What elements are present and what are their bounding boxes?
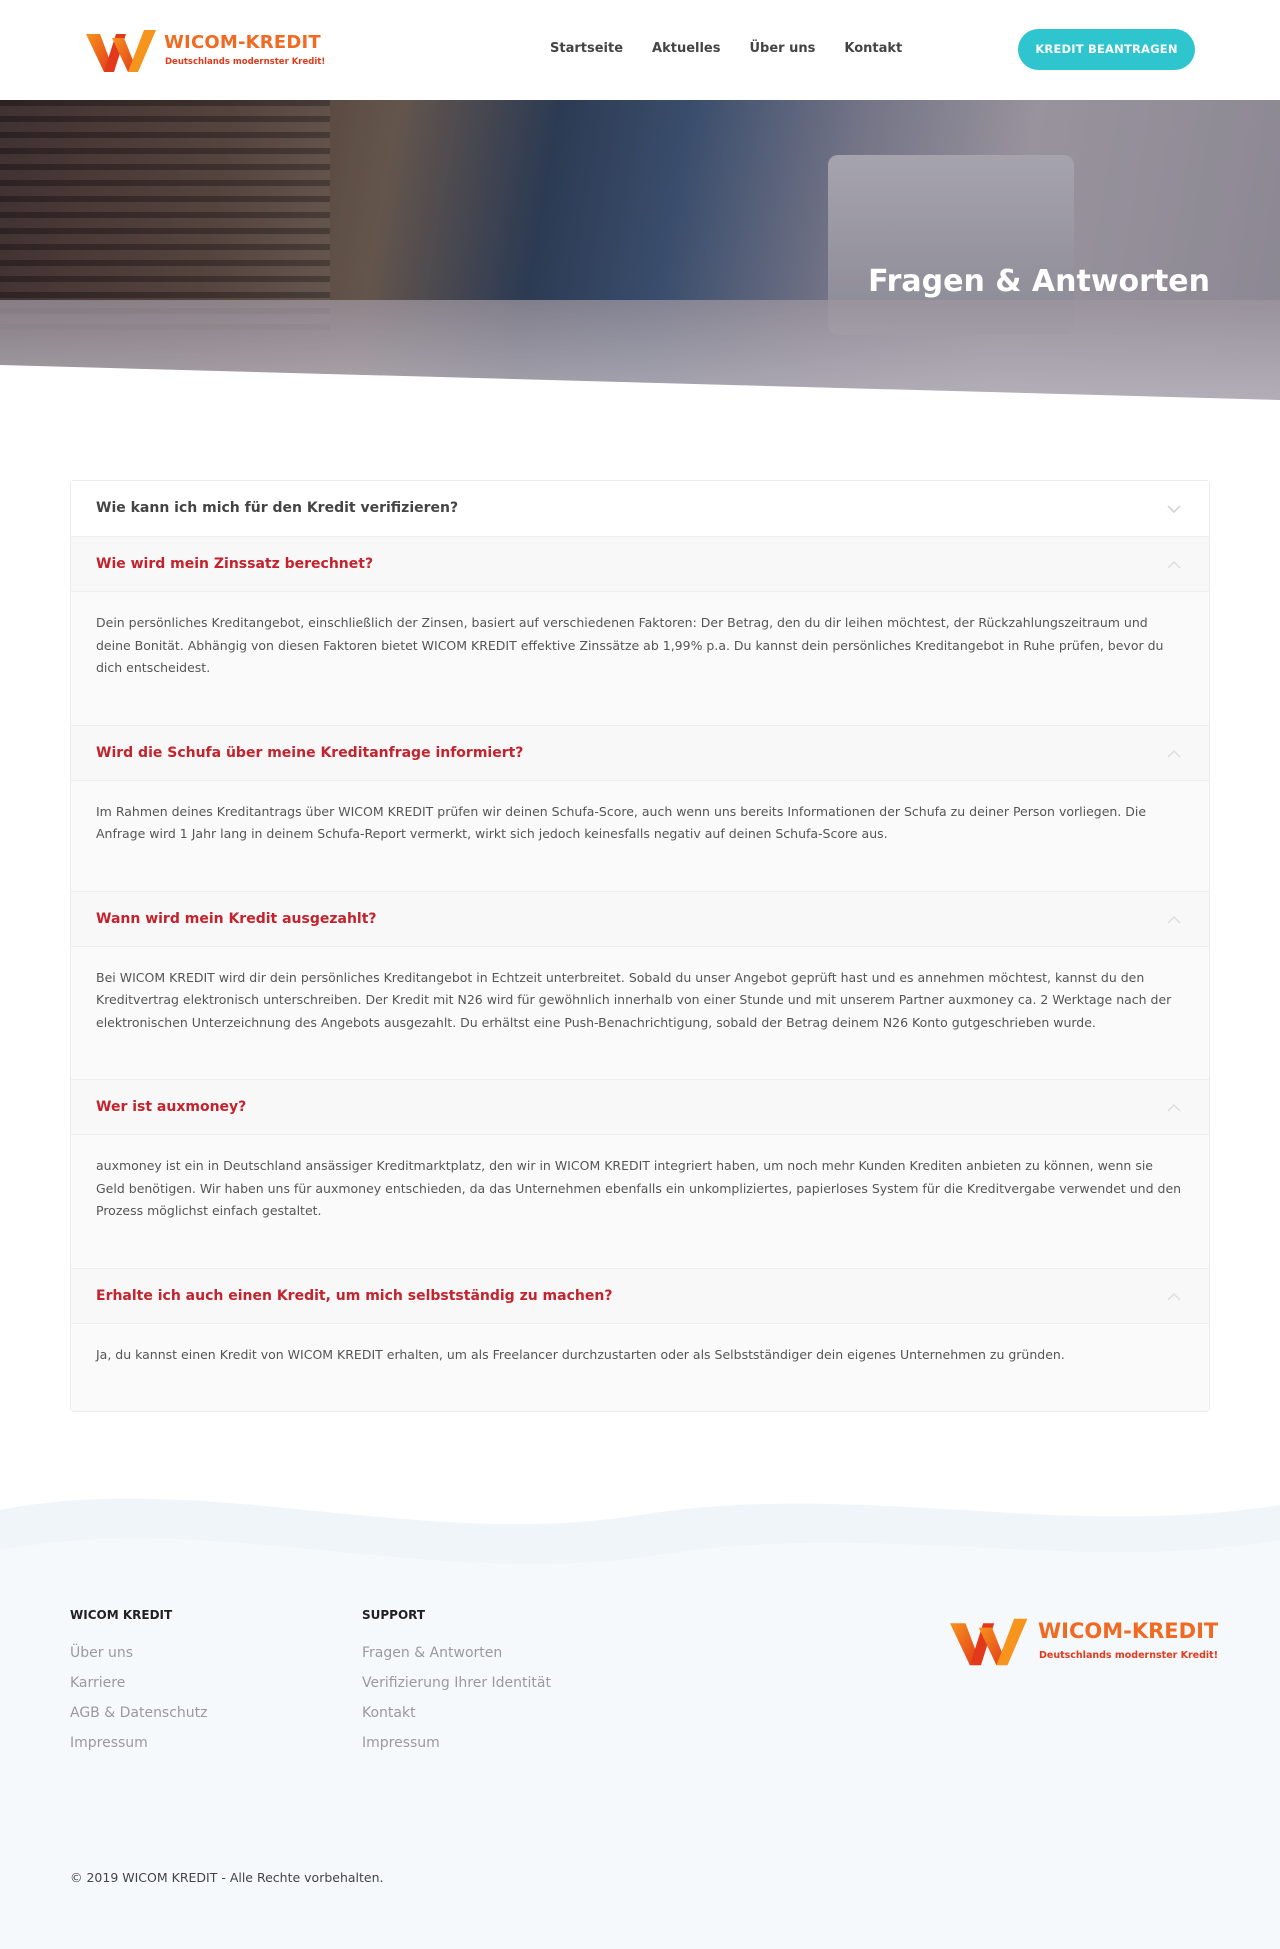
site-header bbox=[0, 0, 1280, 100]
footer-logo-slogan: Deutschlands modernster Kredit! bbox=[1039, 1650, 1219, 1661]
faq-item bbox=[71, 1269, 1209, 1412]
faq-answer: auxmoney ist ein in Deutschland ansässiger Kreditmarktplatz, den wir in WICOM KREDIT integriert haben, um noch mehr Kunden Krediten anbieten zu können, wenn sie Geld benötigen. Wir haben uns für auxmoney entschieden, da das Unternehmen ebenfalls ein unkompliziertes, papierloses System für die Kreditvergabe verwendet und den Prozess möglichst einfach gestaltet. bbox=[71, 1135, 1209, 1268]
faq-item bbox=[71, 537, 1209, 726]
faq-accordion bbox=[70, 480, 1210, 1412]
chevron-up-icon bbox=[1167, 747, 1181, 761]
faq-question[interactable] bbox=[71, 537, 1209, 592]
logo-mark-icon bbox=[86, 28, 162, 74]
footer-col-title-wicom: WICOM KREDIT bbox=[70, 1608, 173, 1622]
hero-banner bbox=[0, 100, 1280, 400]
footer-link-ueber-uns[interactable]: Über uns bbox=[70, 1645, 133, 1661]
faq-question-text: Wer ist auxmoney? bbox=[96, 1099, 247, 1115]
footer-link-impressum-support[interactable]: Impressum bbox=[362, 1735, 440, 1751]
footer-wave bbox=[0, 1480, 1280, 1600]
copyright: © 2019 WICOM KREDIT - Alle Rechte vorbehalten. bbox=[70, 1870, 384, 1885]
chevron-down-icon bbox=[1167, 502, 1181, 516]
footer-col-title-support: SUPPORT bbox=[362, 1608, 426, 1622]
faq-question[interactable] bbox=[71, 1080, 1209, 1135]
logo-mark-icon bbox=[950, 1615, 1034, 1669]
site-footer bbox=[0, 1480, 1280, 1949]
faq-question-text: Wie wird mein Zinssatz berechnet? bbox=[96, 556, 374, 572]
faq-question-text: Wird die Schufa über meine Kreditanfrage informiert? bbox=[96, 744, 524, 761]
footer-link-agb[interactable]: AGB & Datenschutz bbox=[70, 1705, 208, 1721]
page-title: Fragen & Antworten bbox=[868, 264, 1210, 299]
faq-item bbox=[71, 726, 1209, 892]
hero-slanted-edge bbox=[0, 100, 1280, 400]
faq-item bbox=[71, 481, 1209, 537]
faq-answer: Ja, du kannst einen Kredit von WICOM KREDIT erhalten, um als Freelancer durchzustarten oder als Selbstständiger dein eigenes Unternehmen zu gründen. bbox=[71, 1324, 1209, 1412]
faq-question-text: Erhalte ich auch einen Kredit, um mich selbstständig zu machen? bbox=[96, 1287, 613, 1304]
faq-answer: Bei WICOM KREDIT wird dir dein persönliches Kreditangebot in Echtzeit unterbreitet. Sobald du unser Angebot geprüft hast und es annehmen möchtest, kannst du den Kreditvertrag elektronisch unterschreiben. Der Kredit mit N26 wird für gewöhnlich innerhalb von einer Stunde und mit unserem Partner auxmoney ca. 2 Werktage nach der elektronischen Unterzeichnung des Angebots ausgezahlt. Du erhältst eine Push-Benachrichtigung, sobald der Betrag deinem N26 Konto gutgeschrieben wurde. bbox=[71, 947, 1209, 1080]
nav-ueber-uns[interactable]: Über uns bbox=[749, 41, 816, 56]
faq-question[interactable] bbox=[71, 726, 1209, 781]
footer-link-impressum[interactable]: Impressum bbox=[70, 1735, 148, 1751]
chevron-up-icon bbox=[1167, 558, 1181, 572]
nav-kontakt[interactable]: Kontakt bbox=[844, 41, 903, 56]
main-nav bbox=[550, 41, 931, 56]
nav-aktuelles[interactable]: Aktuelles bbox=[652, 41, 721, 56]
footer-link-karriere[interactable]: Karriere bbox=[70, 1675, 126, 1691]
footer-links-wicom bbox=[70, 1638, 208, 1758]
footer-link-faq[interactable]: Fragen & Antworten bbox=[362, 1645, 503, 1661]
faq-answer: Im Rahmen deines Kreditantrags über WICOM KREDIT prüfen wir deinen Schufa-Score, auch wenn uns bereits Informationen der Schufa zu deiner Person vorliegen. Die Anfrage wird 1 Jahr lang in deinem Schufa-Report vermerkt, wirkt sich jedoch keinesfalls negativ auf deinen Schufa-Score aus. bbox=[71, 781, 1209, 891]
logo[interactable] bbox=[86, 28, 326, 74]
footer-link-kontakt[interactable]: Kontakt bbox=[362, 1705, 416, 1721]
logo-slogan: Deutschlands modernster Kredit! bbox=[165, 57, 326, 67]
faq-question-text: Wie kann ich mich für den Kredit verifizieren? bbox=[96, 500, 459, 516]
chevron-up-icon bbox=[1167, 913, 1181, 927]
footer-link-verifizierung[interactable]: Verifizierung Ihrer Identität bbox=[362, 1675, 551, 1691]
faq-answer: Dein persönliches Kreditangebot, einschließlich der Zinsen, basiert auf verschiedenen Faktoren: Der Betrag, den du dir leihen möchtest, der Rückzahlungszeitraum und deine Bonität. Abhängig von diesen Faktoren bietet WICOM KREDIT effektive Zinssätze ab 1,99% p.a. Du kannst dein persönliches Kreditangebot in Ruhe prüfen, bevor du dich entscheidest. bbox=[71, 592, 1209, 725]
faq-question[interactable] bbox=[71, 892, 1209, 947]
faq-item bbox=[71, 892, 1209, 1081]
faq-item bbox=[71, 1080, 1209, 1269]
logo-brand: WICOM-KREDIT bbox=[164, 32, 321, 53]
footer-links-support bbox=[362, 1638, 551, 1758]
faq-question[interactable] bbox=[71, 481, 1209, 536]
chevron-up-icon bbox=[1167, 1290, 1181, 1304]
chevron-up-icon bbox=[1167, 1101, 1181, 1115]
faq-question-text: Wann wird mein Kredit ausgezahlt? bbox=[96, 910, 377, 927]
nav-startseite[interactable]: Startseite bbox=[550, 41, 624, 56]
footer-logo-brand: WICOM-KREDIT bbox=[1038, 1619, 1219, 1643]
footer-logo[interactable] bbox=[950, 1615, 1219, 1669]
kredit-beantragen-button[interactable]: KREDIT BEANTRAGEN bbox=[1018, 29, 1195, 70]
faq-question[interactable] bbox=[71, 1269, 1209, 1324]
